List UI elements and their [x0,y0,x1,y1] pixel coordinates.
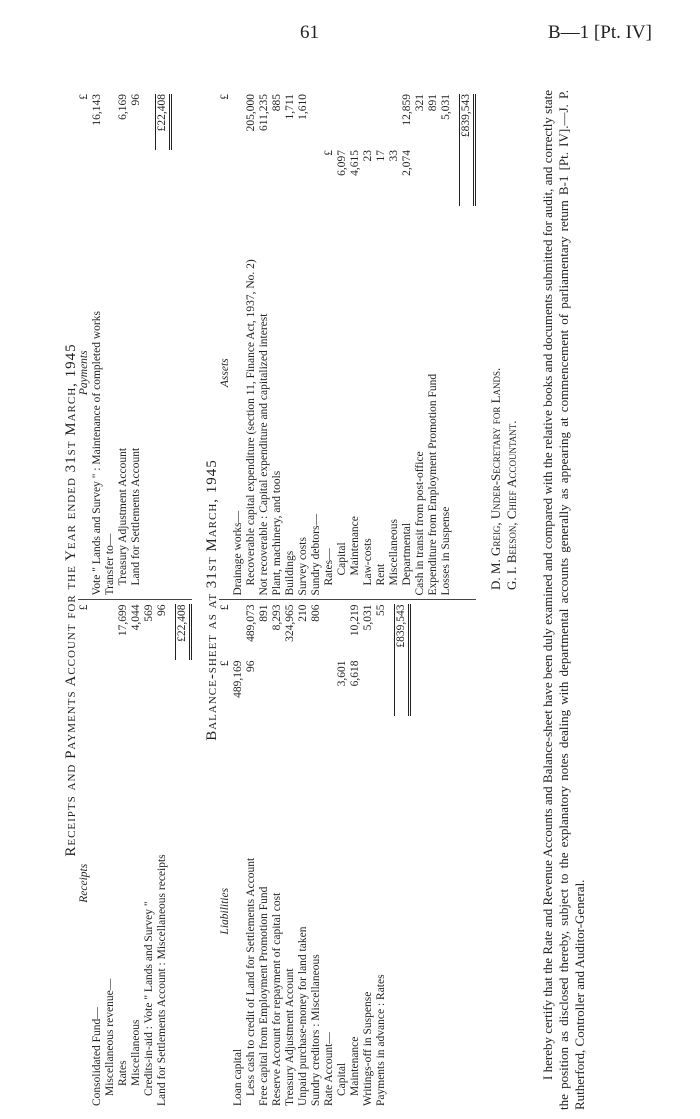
table-row [245,94,258,596]
row-label: Writings-off in Suspense [362,991,374,1106]
row-subamount: 33 [388,150,400,162]
balance-sheet-title: Balance-sheet as at 31st March, 1945 [204,459,220,741]
row-label: Departmental [401,522,413,586]
row-subamount [271,661,284,717]
row-amount: 12,859 [401,94,413,126]
balance-sheet-table [219,90,476,1110]
table-row [284,94,297,596]
table-row [271,94,284,596]
row-label: Free capital from Employment Promotion Fund [258,886,270,1106]
row-subamount: 3,601 [336,660,348,687]
row-subamount [284,150,297,206]
table-row [91,94,104,596]
table-row [258,94,271,596]
currency-symbol: £ [219,660,231,667]
table-row [440,94,453,596]
row-subamount [258,150,271,206]
row-amount [91,605,104,661]
row-label: Maintenance [349,1036,361,1096]
table-row [323,605,336,1107]
row-subamount: 17 [375,150,387,162]
row-label: Capital [336,1062,348,1096]
currency-symbol: £ [219,604,231,611]
row-amount: 324,965 [284,604,296,642]
row-amount: 4,044 [130,604,142,631]
row-amount: 321 [414,94,426,112]
row-label: Miscellaneous [388,519,400,586]
receipts-payments-title: Receipts and Payments Account for the Year ended 31st March, 1945 [63,343,79,857]
table-row [349,94,362,596]
row-label: Sundry creditors : Miscellaneous [310,954,322,1106]
row-amount: 8,293 [271,604,283,631]
row-label: Sundry debtors— [310,514,322,596]
row-label: Reserve Account for repayment of capital cost [271,892,283,1106]
row-amount [232,94,245,150]
receipts-payments-table [78,90,192,1110]
table-row [130,605,143,1107]
row-amount [323,94,336,150]
row-subamount: 6,618 [349,660,361,687]
row-amount: 96 [156,604,168,616]
row-subamount [440,150,453,206]
row-amount [362,94,375,150]
table-row [297,605,310,1107]
rotated-page-content [65,90,665,1110]
row-subamount [427,150,440,206]
row-amount [336,605,349,661]
payments-heading: Payments [78,350,90,396]
row-label: Land for Settlements Account [130,447,142,586]
row-amount [104,605,117,661]
row-amount [323,605,336,661]
row-subamount: 6,097 [336,150,348,176]
table-row [258,605,271,1107]
row-amount: 1,610 [297,94,309,120]
row-label: Expenditure from Employment Promotion Fund [427,373,439,596]
signature-line: D. M. Greig, Under-Secretary for Lands. [488,367,503,590]
row-label: Plant, machinery, and tools [271,470,283,596]
row-subamount: 4,615 [349,150,361,176]
table-row [271,605,284,1107]
row-label: Buildings [284,550,296,596]
row-label: Capital [336,542,348,576]
row-label: Rate Account— [323,1032,335,1106]
row-label: Losses in Suspense [440,506,452,596]
row-subamount [362,661,375,717]
row-label: Land for Settlements Account : Miscellaneous receipts [156,854,168,1106]
signatures [488,90,520,590]
table-row [232,94,245,596]
row-subamount [323,661,336,717]
row-label: Rates [117,1060,129,1086]
row-amount: 489,073 [245,604,257,642]
audit-certificate: I hereby certify that the Rate and Revenue Accounts and Balance-sheet have been duly examined and compared with the relative books and documents submitted for audit, and correctly state the position as disclosed thereby, subject to the explanatory notes dealing with departmental accounts generally as appearing at commencement of parliamentary return B-1 [Pt. IV].—J. P. Rutherford, Controller and Auditor-General. [540,90,587,1110]
table-row [336,605,349,1107]
table-row [414,94,427,596]
row-label: Not recoverable : Capital expenditure and capitalized interest [258,313,270,596]
table-row [284,605,297,1107]
row-label: Treasury Adjustment Account [284,968,296,1106]
row-amount [104,94,117,150]
table-row [156,605,169,1107]
row-subamount: 23 [362,150,374,162]
row-label: Survey costs [297,537,309,596]
row-label: Miscellaneous [130,1019,142,1086]
assets-column [219,90,476,601]
table-row [310,94,323,596]
table-row [245,605,258,1107]
row-amount: 10,219 [349,604,361,637]
table-row [375,605,388,1107]
row-subamount [310,661,323,717]
table-row [375,94,388,596]
row-label: Credits-in-aid : Vote " Lands and Survey " [143,901,155,1096]
table-row [117,605,130,1107]
row-label: Loan capital [232,1048,244,1106]
table-row [336,94,349,596]
row-label: Drainage works— [232,510,244,596]
table-row [143,605,156,1107]
row-subamount: £ [323,150,335,156]
table-row [232,605,245,1107]
row-label: Treasury Adjustment Account [117,447,129,586]
row-label: Rates— [323,548,335,586]
row-amount: 806 [310,604,322,622]
row-subamount [258,661,271,717]
row-label: Vote " Lands and Survey " : Maintenance of completed works [91,311,103,596]
table-row [362,94,375,596]
row-subamount [414,150,427,206]
row-subamount: 489,169 [232,660,244,698]
payments-column [78,90,192,601]
row-amount: 5,031 [440,94,452,120]
row-subamount [271,150,284,206]
liabilities-total: £839,543 [394,605,411,661]
row-label: Less cash to credit of Land for Settlements Account [245,857,257,1096]
row-subamount: 2,074 [401,150,413,176]
currency-symbol: £ [78,604,90,611]
table-row [362,605,375,1107]
table-row [427,94,440,596]
row-label: Cash in transit from post-office [414,451,426,596]
currency-symbol: £ [78,94,90,100]
row-subamount [297,150,310,206]
row-subamount [310,150,323,206]
row-label: Payments in advance : Rates [375,974,387,1106]
row-label: Maintenance [349,516,361,576]
currency-symbol: £ [219,94,231,100]
payments-total: £22,408 [155,94,172,150]
row-subamount [297,661,310,717]
report-reference: B—1 [Pt. IV] [548,22,652,43]
row-amount [349,94,362,150]
liabilities-heading: Liabilities [219,887,231,935]
row-amount [336,94,349,150]
row-amount: 891 [258,604,270,622]
row-label: Recoverable capital expenditure (section 11, Finance Act, 1937, No. 2) [245,259,257,586]
row-label: Unpaid purchase-money for land taken [297,926,309,1106]
table-row [401,94,414,596]
table-row [310,605,323,1107]
row-amount: 885 [271,94,283,112]
row-amount: 55 [375,604,387,616]
row-amount [388,94,401,150]
row-label: Miscellaneous revenue— [104,978,116,1096]
row-amount: 96 [130,94,142,106]
table-row [104,605,117,1107]
row-label: Law-costs [362,538,374,586]
receipts-heading: Receipts [78,863,90,903]
row-label: Consolidated Fund— [91,1007,103,1106]
row-label: Rent [375,563,387,586]
page-number: 61 [300,22,319,43]
row-amount [310,94,323,150]
table-row [91,605,104,1107]
row-subamount [232,150,245,206]
row-amount: 611,235 [258,94,270,131]
table-row [297,94,310,596]
row-amount: 17,699 [117,604,129,637]
table-row [130,94,143,596]
receipts-column [78,601,192,1111]
row-subamount [245,150,258,206]
table-row [104,94,117,596]
row-amount: 1,711 [284,94,296,120]
receipts-total: £22,408 [175,605,192,661]
assets-heading: Assets [219,358,231,388]
row-amount: 569 [143,604,155,622]
table-row [117,94,130,596]
row-amount: 205,000 [245,94,257,132]
table-row [388,94,401,596]
row-amount [232,605,245,661]
assets-total: £839,543 [459,94,476,150]
row-subamount: 96 [245,660,257,672]
row-amount: 891 [427,94,439,112]
row-subamount [284,661,297,717]
row-amount [375,94,388,150]
row-amount: 5,031 [362,604,374,631]
liabilities-column [219,601,476,1111]
row-amount: 6,169 [117,94,129,120]
row-amount: 16,143 [91,94,103,126]
table-row [323,94,336,596]
table-row [349,605,362,1107]
row-label: Transfer to— [104,533,116,596]
row-subamount [375,661,388,717]
row-amount: 210 [297,604,309,622]
signature-line: G. I. Beeson, Chief Accountant. [504,420,519,590]
